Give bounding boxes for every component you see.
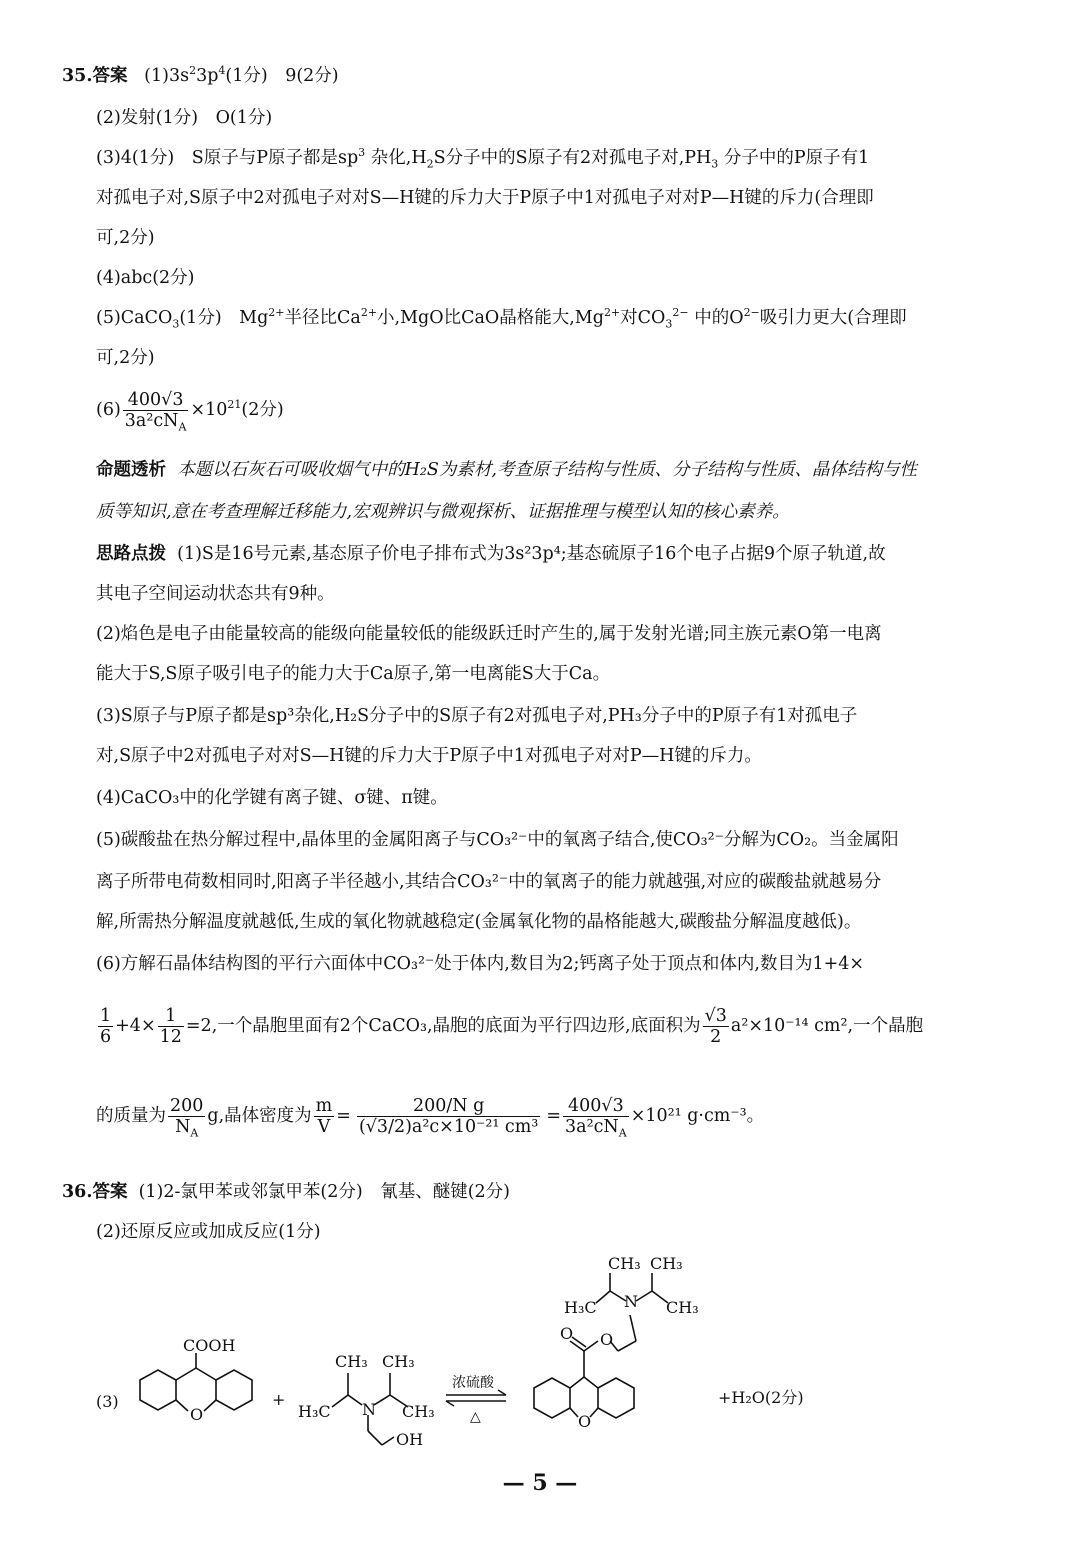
xanthene-acid-structure — [140, 1353, 252, 1411]
prod-ch3-a: CH₃ — [608, 1255, 641, 1273]
ch3-b: CH₃ — [382, 1352, 415, 1371]
q35-l1b: 3p — [196, 66, 219, 86]
frac-density-result: $\frac{400√3}{3a^2cN_A}$ — [565, 1096, 627, 1140]
q35-l3d: 分子中的P原子有1 — [723, 148, 870, 168]
q35-number: 35. — [62, 66, 93, 86]
prod-ch3-b: CH₃ — [650, 1255, 683, 1273]
bond — [584, 1377, 598, 1388]
idea12-text: =2,一个晶胞里面有2个CaCO₃,晶胞的底面为平行四边形,底面积为 — [185, 1016, 701, 1036]
q35-l3a: (3)4(1分) S原子与P原子都是sp — [96, 148, 359, 168]
heat-label: △ — [470, 1409, 481, 1425]
bond — [348, 1395, 362, 1405]
q36-answer-line1 — [62, 1180, 510, 1204]
q35-l7d: 小,MgO比CaO晶格能大,Mg — [377, 308, 604, 328]
ring-o-label: O — [190, 1405, 204, 1424]
idea12-tail: a²×10⁻¹⁴ cm²,一个晶胞 — [730, 1016, 924, 1036]
cooh-label: COOH — [183, 1336, 236, 1355]
f-mass-num: 200 — [170, 1096, 204, 1116]
q35-idea-line6: 对,S原子中2对孤电子对对S—H键的斥力大于P原子中1对孤电子对对P—H键的斥力。 — [96, 746, 762, 766]
frac-sqrt3-half — [703, 1006, 729, 1047]
idea13-eq2: = — [546, 1106, 562, 1126]
bond — [204, 1400, 216, 1411]
q35-l3b: 杂化,H — [370, 148, 427, 168]
frac-big-density — [357, 1096, 540, 1137]
f1-den: 6 — [100, 1027, 112, 1047]
f-res-den: 3a²cN — [565, 1117, 619, 1137]
idea13-tail: ×10²¹ g·cm⁻³。 — [630, 1106, 765, 1126]
q35-l9-suffix: ×10 — [190, 400, 228, 420]
q35-l9-exp: 21 — [227, 398, 242, 412]
oh-label: OH — [396, 1430, 424, 1449]
prod-o-ring: O — [578, 1412, 592, 1431]
q35-intent-line1 — [96, 458, 917, 482]
f2-num: 1 — [158, 1006, 184, 1027]
ring-left — [140, 1370, 176, 1410]
q35-idea-line13 — [96, 1096, 765, 1140]
f-big-num: 200/N g — [357, 1096, 540, 1117]
q36-answer-label: 答案 — [92, 1182, 128, 1202]
idea13-eq1: = — [336, 1106, 351, 1126]
bond — [374, 1395, 390, 1405]
q35-answer-line7: (5)CaCO$_3$(1分) $Mg^{2+}$半径比$Ca^{2+}$小,MgO比CaO晶格能大$,Mg^{2+}$对$CO_3^{2-}$ 中的$O^{2-}$吸引力更大(合理即 — [96, 306, 907, 331]
bond — [590, 1408, 598, 1417]
q35-l7g: 吸引力更大(合理即 — [759, 308, 907, 328]
reversible-arrow — [446, 1390, 506, 1406]
prod-o-ester: O — [600, 1330, 614, 1349]
q35-idea-line4: 能大于S,S原子吸引电子的能力大于Ca原子,第一电离能S大于Ca。 — [96, 664, 611, 684]
intent-label: 命题透析 — [96, 460, 166, 480]
bond — [596, 1291, 610, 1303]
q35-l1a: (1)3s — [144, 66, 190, 86]
f-v: V — [317, 1117, 331, 1137]
f-res-num: 400√3 — [563, 1096, 629, 1117]
q36-l3-prefix: (3) — [96, 1392, 119, 1411]
q36-l1: (1)2-氯甲苯或邻氯甲苯(2分) 氰基、醚键(2分) — [138, 1182, 511, 1202]
bond — [570, 1408, 578, 1417]
q35-l9-num: 400√3 — [123, 390, 189, 411]
bond — [176, 1400, 188, 1411]
bond — [584, 1341, 598, 1351]
idea12-mid: +4× — [115, 1016, 156, 1036]
q35-idea-line9: 离子所带电荷数相同时,阳离子半径越小,其结合CO₃²⁻中的氧离子的能力就越强,对应的碳酸盐就越易分 — [96, 872, 882, 892]
bond — [570, 1377, 584, 1388]
q35-l7b: (1分) Mg — [179, 308, 269, 328]
q35-idea-line8: (5)碳酸盐在热分解过程中,晶体里的金属阳离子与CO₃²⁻中的氧离子结合,使CO₃²⁻分解为CO₂。当金属阳 — [96, 830, 899, 850]
q35-idea-line1 — [96, 542, 886, 566]
q35-answer-line2: (2)发射(1分) O(1分) — [96, 108, 273, 128]
q35-l7a: (5)CaCO — [96, 308, 173, 328]
frac-one-sixth — [98, 1006, 113, 1047]
idea-label: 思路点拨 — [96, 544, 166, 564]
q35-l9-den: 3a²cN — [124, 411, 179, 431]
bond — [630, 1315, 636, 1341]
q35-answer-line5: 可,2分) — [96, 228, 155, 248]
page-number: — 5 — — [502, 1470, 578, 1496]
f-mass-den: N — [175, 1117, 191, 1137]
prod-o-carbonyl: O — [560, 1324, 574, 1343]
bond — [332, 1395, 348, 1407]
q35-answer-line3: (3)4(1分) S原子与P原子都是$sp^3$ 杂化$,H_2S$分子中的S原子有2对孤电子对$,PH_3$ 分子中的P原子有1 — [96, 146, 870, 171]
q35-answer-line4: 对孤电子对,S原子中2对孤电子对对S—H键的斥力大于P原子中1对孤电子对对P—H键的斥力(合理即 — [96, 188, 874, 208]
bond — [196, 1368, 216, 1380]
q35-l7e: 对CO — [620, 308, 666, 328]
q35-answer-line8: 可,2分) — [96, 348, 155, 368]
f3-den: 2 — [710, 1027, 722, 1047]
arrow-head-back — [446, 1401, 454, 1406]
q35-l7c: 半径比Ca — [284, 308, 361, 328]
prod-n-atom: N — [624, 1292, 638, 1311]
plus-sign: + — [272, 1390, 286, 1409]
bond — [368, 1431, 382, 1445]
q35-idea-line12 — [96, 1006, 923, 1047]
q35-idea-line7: (4)CaCO₃中的化学键有离子键、σ键、π键。 — [96, 788, 448, 808]
f3-num: √3 — [704, 1006, 727, 1026]
ch3-c: CH₃ — [402, 1402, 435, 1421]
q35-l1c: (1分) 9(2分) — [225, 66, 339, 86]
q35-idea-line3: (2)焰色是电子由能量较高的能级向能量较低的能级跃迁时产生的,属于发射光谱;同主族元素O第一电离 — [96, 624, 882, 644]
carbonyl-double — [572, 1337, 586, 1347]
q35-l9-score: (2分) — [241, 400, 284, 420]
bond — [618, 1341, 636, 1351]
bond — [382, 1437, 394, 1445]
q35-idea-line2: 其电子空间运动状态共有9种。 — [96, 584, 335, 604]
prod-ring-right — [598, 1378, 634, 1418]
q35-density-fraction: $\frac{400√3}{3a^2cN_A}$ — [124, 390, 187, 434]
ch3-a: CH₃ — [335, 1352, 368, 1371]
f-m: m — [315, 1096, 333, 1116]
q35-answer-line6: (4)abc(2分) — [96, 268, 195, 288]
f-big-den: (√3/2)a²c×10⁻²¹ cm³ — [358, 1117, 539, 1137]
idea-text1: (1)S是16号元素,基态原子价电子排布式为3s²3p⁴;基态硫原子16个电子占据9个原子轨道,故 — [177, 544, 886, 564]
q36-number: 36. — [62, 1182, 93, 1202]
q35-l9-prefix: (6) — [96, 400, 121, 420]
intent-text1: 本题以石灰石可吸收烟气中的H₂S为素材,考查原子结构与性质、分子结构与性质、晶体结构与性 — [177, 460, 917, 480]
q35-l7f: 中的O — [694, 308, 744, 328]
water-tail: +H₂O(2分) — [718, 1388, 804, 1407]
idea13-b: g,晶体密度为 — [207, 1106, 312, 1126]
ring-right — [216, 1370, 252, 1410]
n-atom: N — [362, 1400, 376, 1419]
prod-ch3-c: CH₃ — [666, 1298, 699, 1317]
h3c-a: H₃C — [298, 1402, 331, 1421]
arrow-head-fwd — [498, 1390, 506, 1395]
q35-answer-label: 答案 — [92, 66, 128, 86]
idea13-a: 的质量为 — [96, 1106, 166, 1126]
bond — [176, 1368, 196, 1380]
frac-m-over-v — [314, 1096, 335, 1137]
q35-idea-line5: (3)S原子与P原子都是sp³杂化,H₂S分子中的S原子有2对孤电子对,PH₃分子中的P原子有1对孤电子 — [96, 706, 858, 726]
frac-mass: $\frac{200}{N_A}$ — [170, 1096, 204, 1140]
catalyst-label: 浓硫酸 — [452, 1375, 494, 1391]
q35-intent-line2: 质等知识,意在考查理解迁移能力,宏观辨识与微观探析、证据推理与模型认知的核心素养。 — [96, 502, 790, 522]
prod-ring-left — [534, 1378, 570, 1418]
f2-den: 12 — [159, 1027, 182, 1047]
q35-l3c: S分子中的S原子有2对孤电子对,PH — [433, 148, 712, 168]
prod-h3c: H₃C — [564, 1298, 597, 1317]
q36-answer-line2: (2)还原反应或加成反应(1分) — [96, 1222, 321, 1242]
bond — [636, 1291, 652, 1301]
q35-answer-line1: 35.答案 $(1)3s^23p^4(1$分) 9(2分) — [62, 64, 339, 86]
reaction-scheme — [0, 1255, 1080, 1465]
frac-one-twelfth — [158, 1006, 184, 1047]
q35-idea-line11: (6)方解石晶体结构图的平行六面体中CO₃²⁻处于体内,数目为2;钙离子处于顶点和体内,数目为1+4× — [96, 954, 865, 974]
f1-num: 1 — [100, 1006, 112, 1026]
q35-idea-line10: 解,所需热分解温度就越低,生成的氧化物就越稳定(金属氧化物的晶格能越大,碳酸盐分解温度越低)。 — [96, 912, 862, 932]
q35-answer-line9 — [96, 390, 284, 434]
